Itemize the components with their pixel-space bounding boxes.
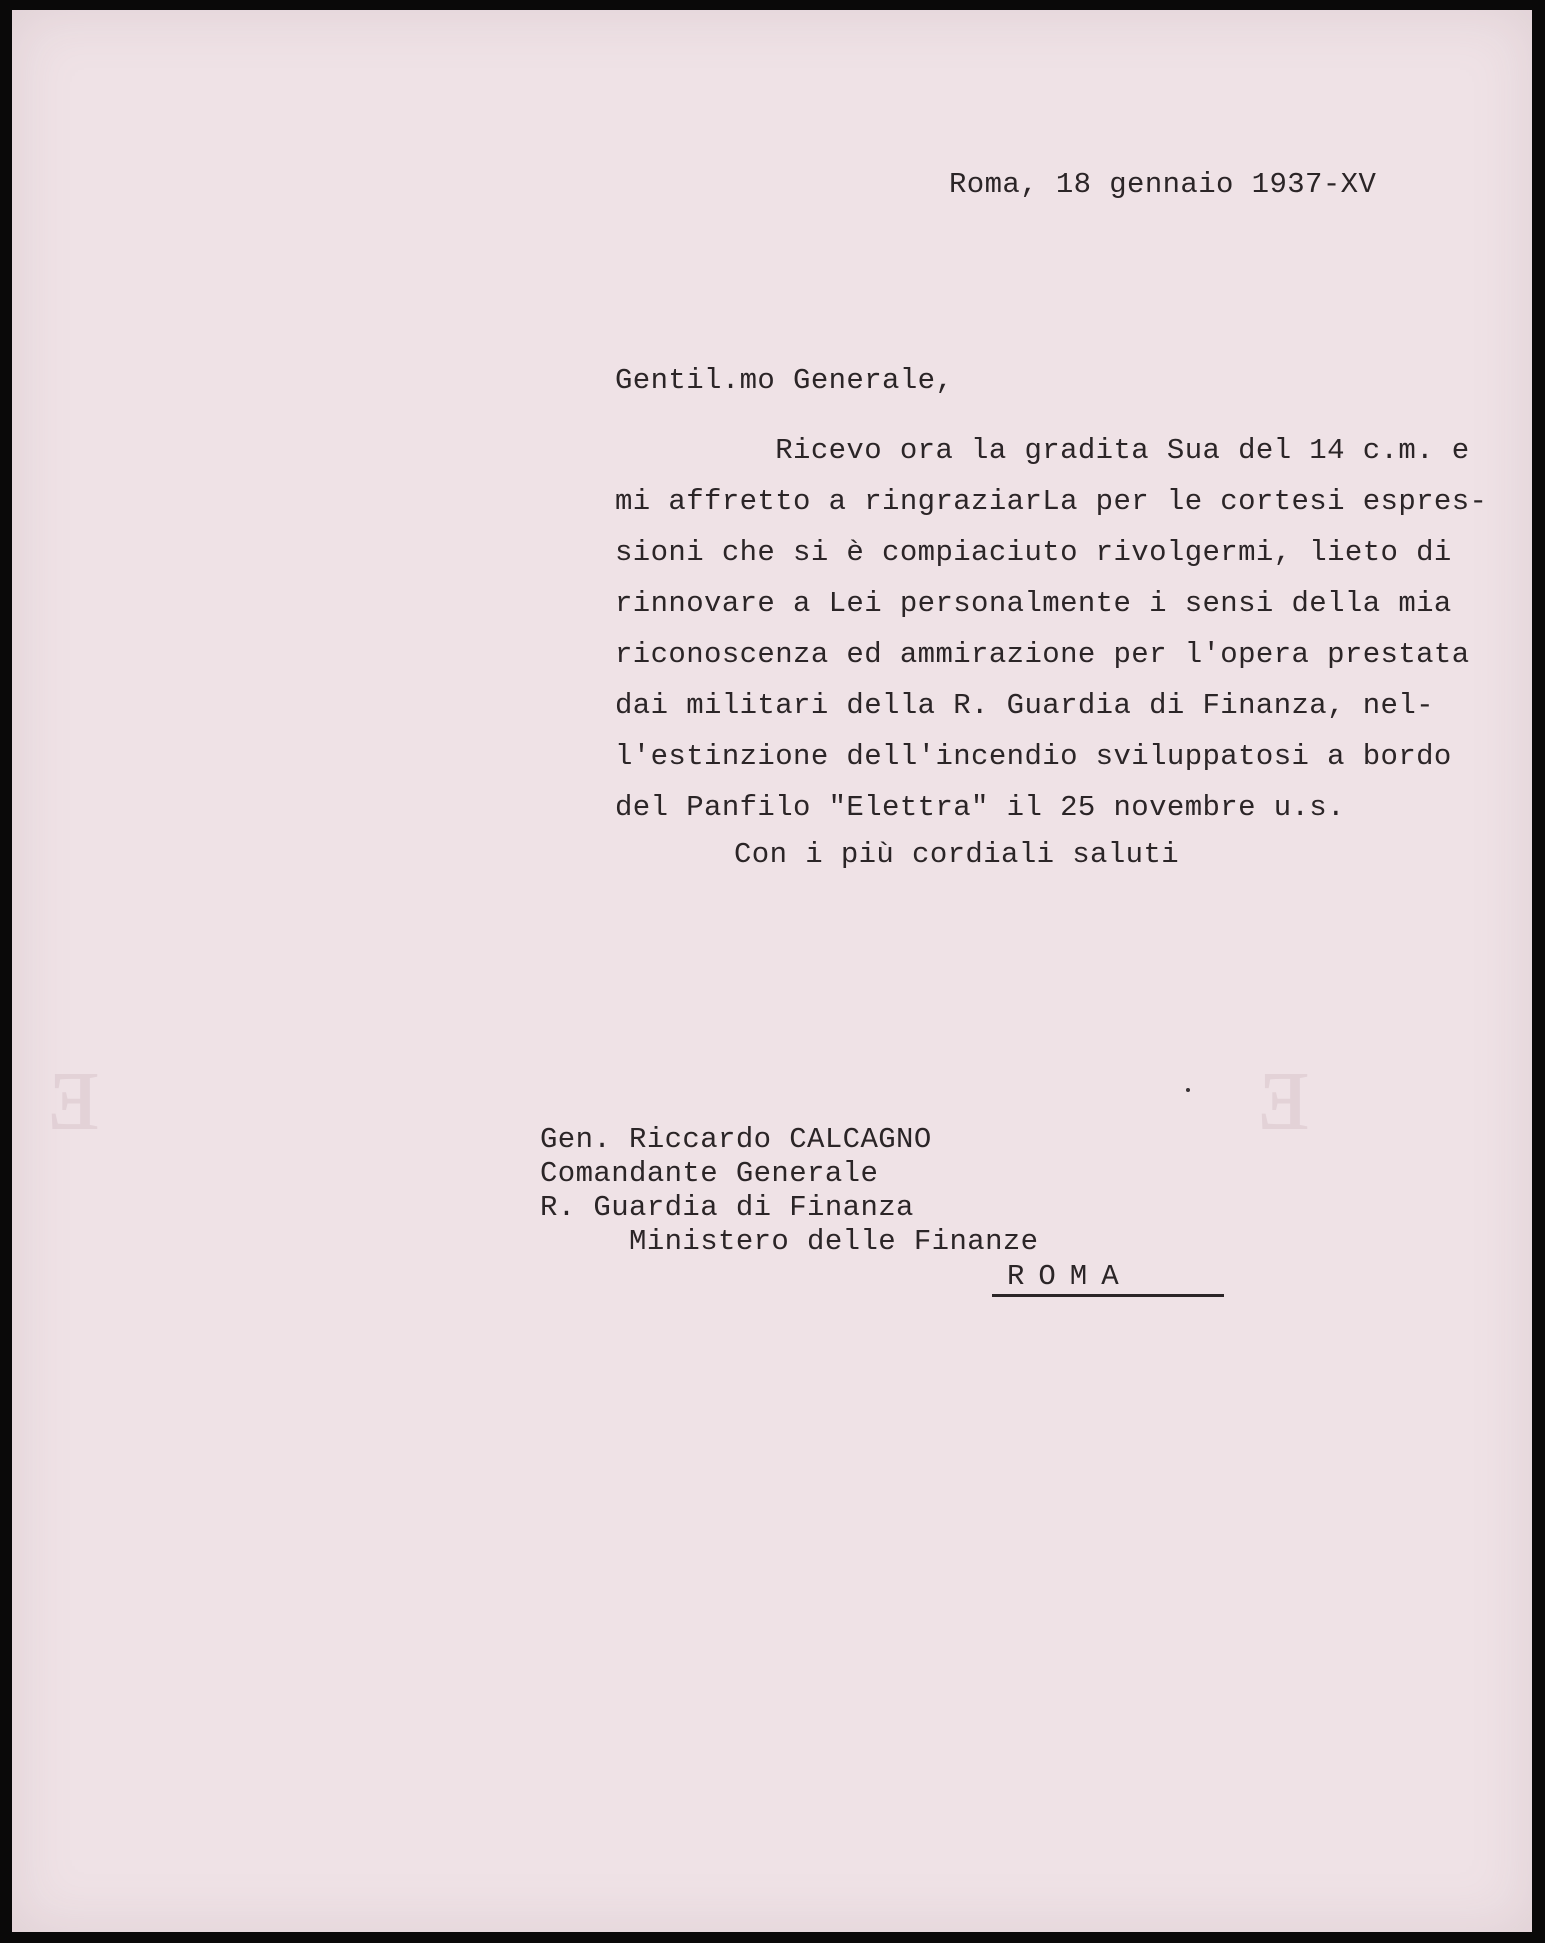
- body-line: rinnovare a Lei personalmente i sensi della mia: [615, 587, 1452, 620]
- bleed-through-mark: ᴇ: [1252, 1022, 1310, 1155]
- body-line: Ricevo ora la gradita Sua del 14 c.m. e: [615, 434, 1470, 467]
- recipient-ministry: Ministero delle Finanze: [540, 1225, 1039, 1258]
- letter-date: Roma, 18 gennaio 1937-XV: [949, 168, 1377, 201]
- letter-closing: Con i più cordiali saluti: [734, 838, 1180, 871]
- body-line: del Panfilo "Elettra" il 25 novembre u.s.: [615, 791, 1345, 824]
- letter-salutation: Gentil.mo Generale,: [615, 364, 954, 397]
- body-line: riconoscenza ed ammirazione per l'opera prestata: [615, 638, 1470, 671]
- body-line: mi affretto a ringraziarLa per le cortesi espres-: [615, 485, 1488, 518]
- city-underline: [992, 1294, 1224, 1297]
- body-line: dai militari della R. Guardia di Finanza, nel-: [615, 689, 1434, 722]
- recipient-title: Comandante Generale: [540, 1157, 879, 1190]
- letter-sheet: [12, 10, 1532, 1932]
- body-line: sioni che si è compiaciuto rivolgermi, lieto di: [615, 536, 1452, 569]
- bleed-through-mark: ᴇ: [42, 1022, 100, 1155]
- recipient-name: Gen. Riccardo CALCAGNO: [540, 1123, 932, 1156]
- recipient-corps: R. Guardia di Finanza: [540, 1191, 914, 1224]
- recipient-city: ROMA: [1007, 1260, 1133, 1293]
- ink-speck: [1186, 1088, 1190, 1092]
- body-line: l'estinzione dell'incendio sviluppatosi a bordo: [615, 740, 1452, 773]
